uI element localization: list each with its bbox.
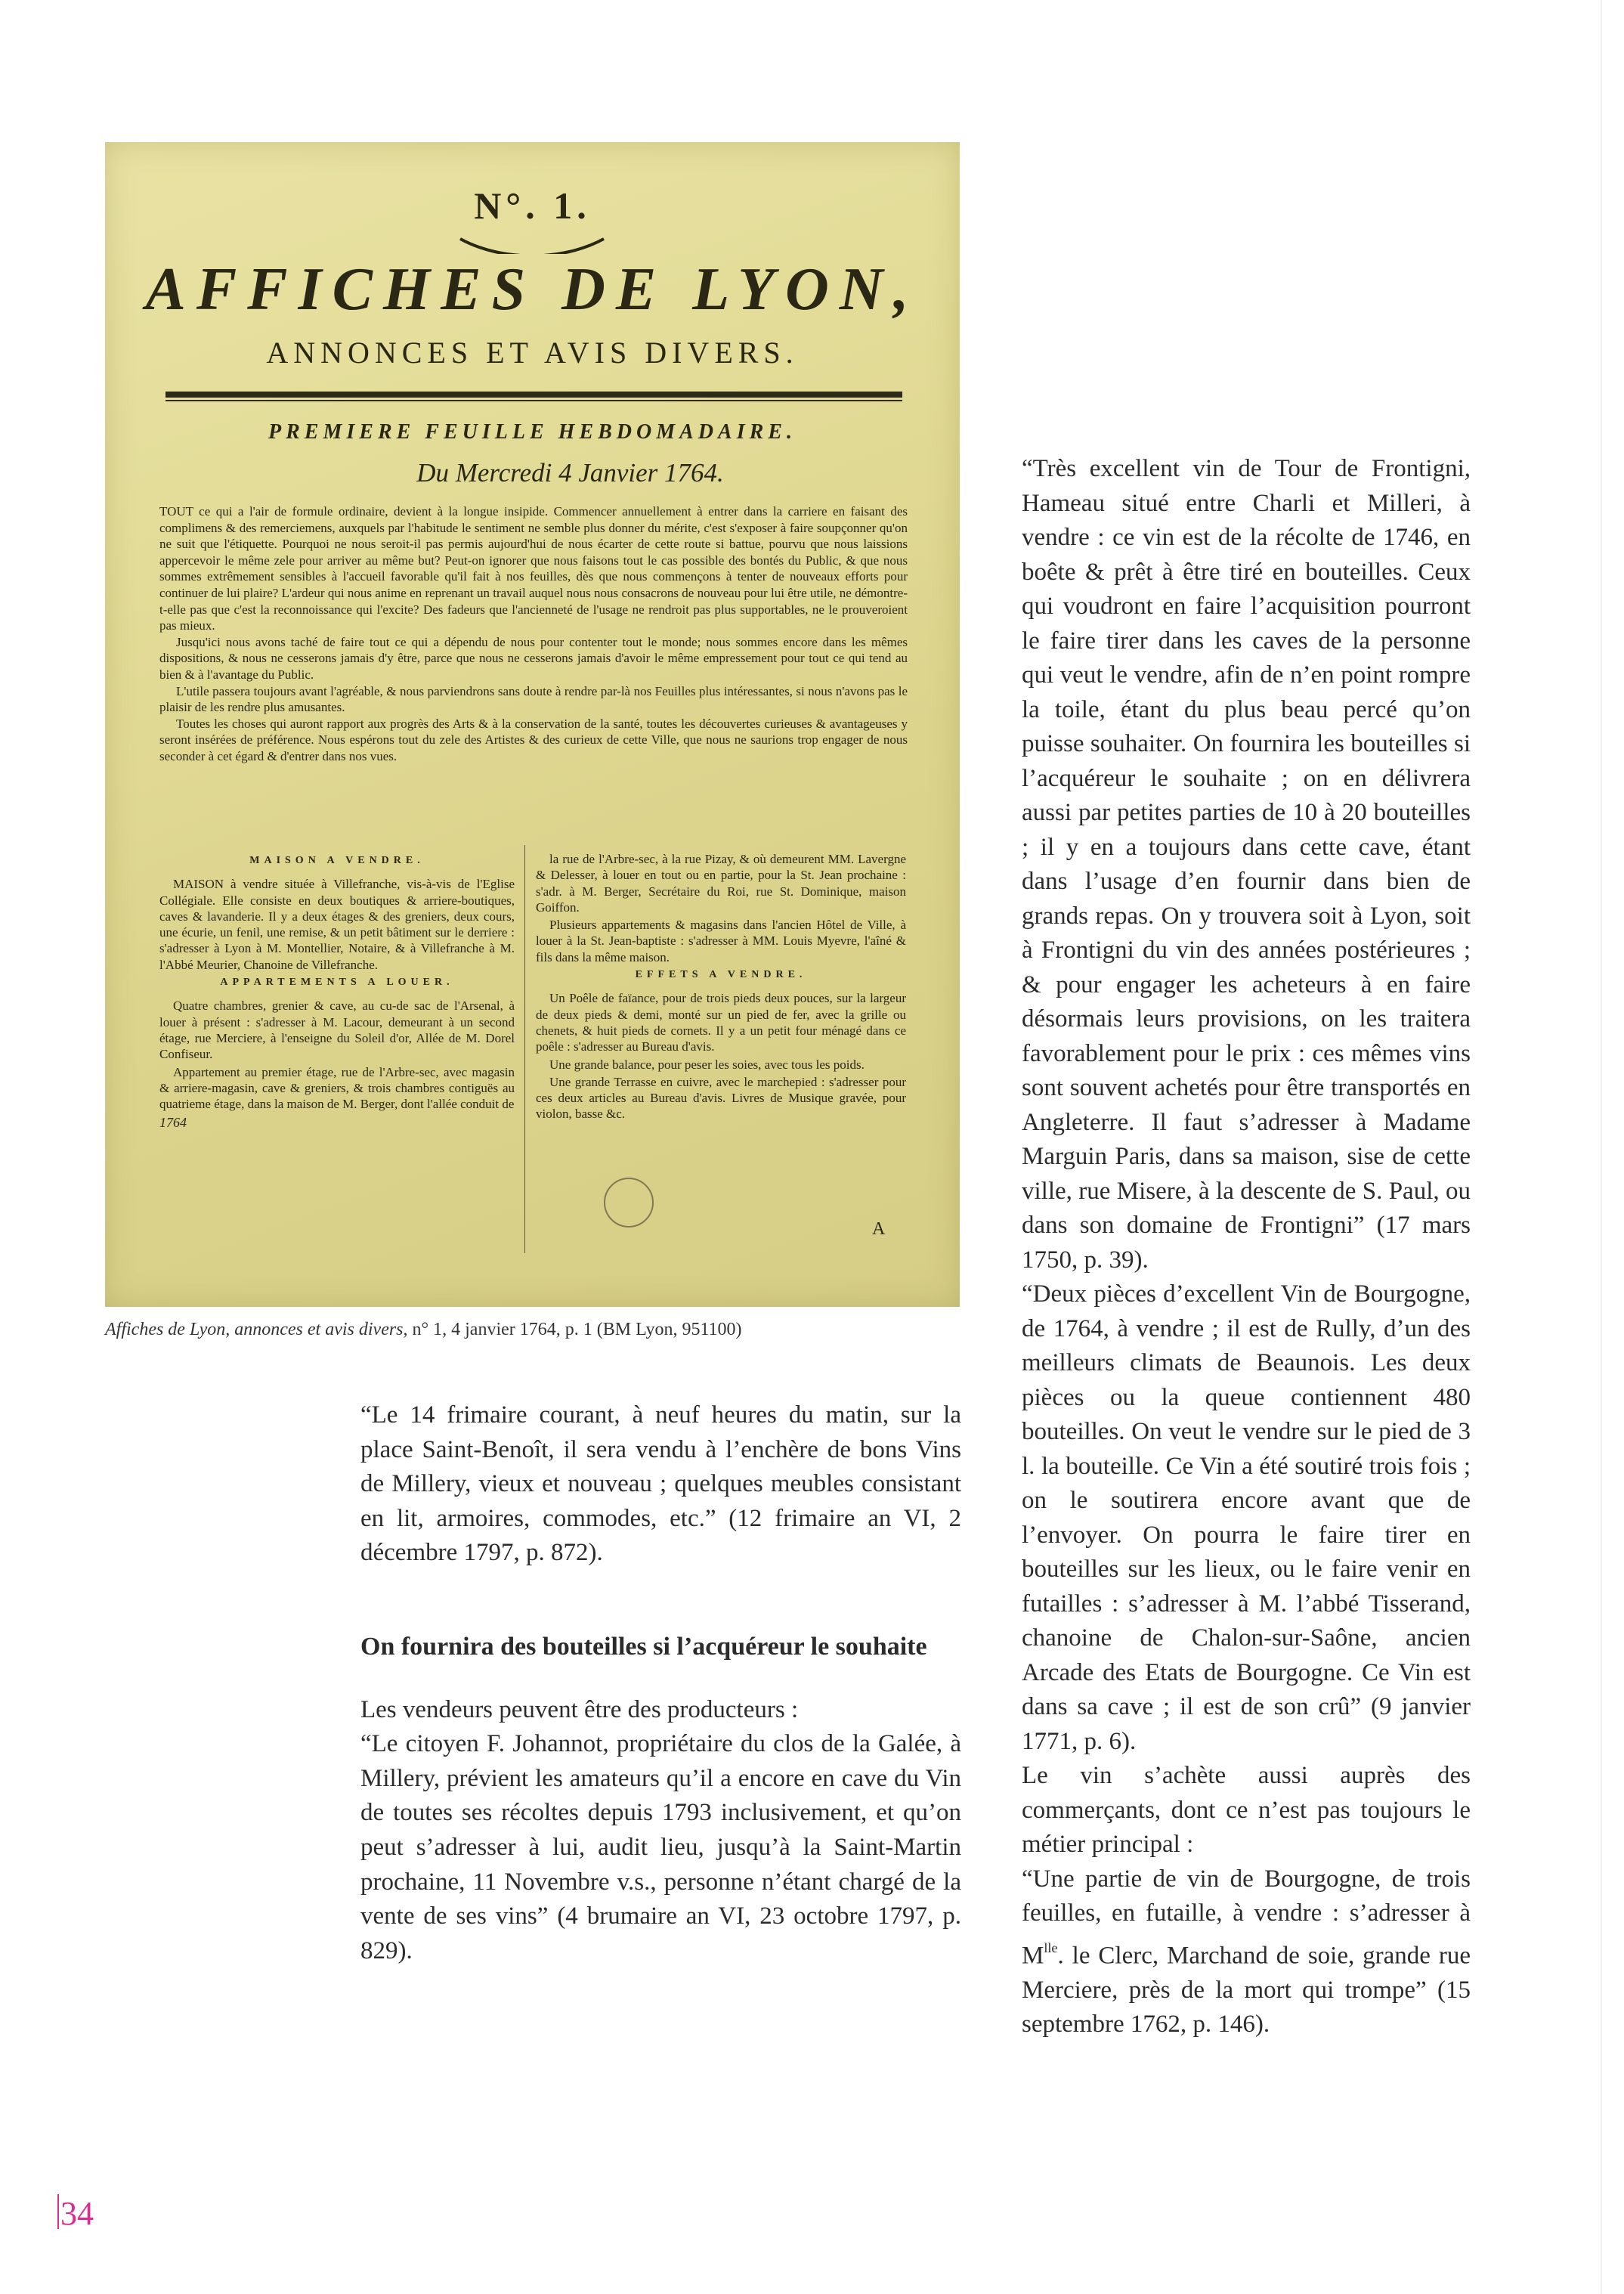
facsimile-ad-text: la rue de l'Arbre-sec, à la rue Pizay, & où demeurent MM. Lavergne & Delesser, à louer en tout ou en partie, pour la St. Jean prochaine : s'adr. à M. Berger, Secrétaire du Roi, rue St. Dominique, maison Goiffon. — [536, 852, 906, 915]
facsimile-heading-maison: MAISON A VENDRE. — [249, 855, 425, 866]
facsimile-weekly-heading: PREMIERE FEUILLE HEBDOMADAIRE. — [268, 420, 797, 444]
facsimile-intro-paragraph: TOUT ce qui a l'air de formule ordinaire, devient à la longue insipide. Commencer annuellement à entrer dans la carriere en faisant des complimens & des remerciemens, auxquels par l'habitude le sentiment ne semble plus donner du mérite, c'est s'exposer à faire soupçonner qu'on ne suit que l'étiquette. Pourquoi ne nous seroit-il pas permis aujourd'hui de nous écarter de cette route si battue, pourvu que nous laissions appercevoir le même zele pour arriver au même but? Peut-on ignorer que nous faisons tout le cas possible des bontés du Public, & que nous sommes extrêmement sensibles à l'accueil favorable qu'il fait à nos feuilles, dès que nous commençons à tenter de nouveaux efforts pour continuer de lui plaire? L'ardeur qui nous anime en reprenant un travail auquel nous nous consacrons de nouveau pour lui être utile, ne démontre-t-elle pas que c'est la reconnoissance qui l'excite? Des fadeurs que l'ancienneté de l'usage ne rendroit pas plus supportables, ne le prouveroient pas mieux. — [159, 504, 908, 633]
caption-title: Affiches de Lyon, annonces et avis divers, — [105, 1320, 408, 1339]
commercants-paragraph: Le vin s’achète aussi auprès des commerçants, dont ce n’est pas toujours le métier principal : — [1022, 1762, 1471, 1858]
facsimile-column-rule — [524, 845, 525, 1253]
facsimile-left-column — [159, 851, 515, 1132]
figure-caption — [105, 1320, 960, 1340]
facsimile-intro-paragraph: L'utile passera toujours avant l'agréable, & nous parviendrons sans doute à rendre par-là nos Feuilles plus intéressantes, si nous n'avons pas le plaisir de les rendre plus amusantes. — [159, 683, 908, 715]
quote-saint-benoit: “Le 14 frimaire courant, à neuf heures du matin, sur la place Saint-Benoît, il sera vendu à l’enchère de bons Vins de Millery, vieux et nouveau ; quelques meubles consistant en lit, armoires, commodes, etc.” (12 frimaire an VI, 2 décembre 1797, p. 872). — [360, 1401, 961, 1567]
facsimile-ad-text: Quatre chambres, grenier & cave, au cu-de sac de l'Arsenal, à louer à présent : s'adresser à M. Lacour, demeurant à un second étage, rue Merciere, à l'enseigne du Soleil d'or, Allée de M. Dorel Confiseur. — [159, 998, 515, 1062]
quote-frontigni: “Très excellent vin de Tour de Frontigni, Hameau situé entre Charli et Milleri, à vendre : ce vin est de la récolte de 1746, en boête & prêt à être tiré en bouteilles. Ceux qui voudront en faire l’acquisition pourront le faire tirer dans les caves de la personne qui veut le vendre, afin de n’en point rompre la toile, étant du plus beau percé qu’on puisse souhaiter. On fournira les bouteilles si l’acquéreur le souhaite ; on en délivrera aussi par petites parties de 10 à 20 bouteilles ; il y en a toujours dans cette cave, étant dans l’usage d’en fournir dans bien de grands repas. On y trouvera soit à Lyon, soit à Frontigni du vin des années postérieures ; & pour engager les acheteurs à en faire désormais leurs provisions, on les traitera favorablement pour le prix : ces mêmes vins sont souvent achetés pour être transportés en Angleterre. Il faut s’adresser à Madame Marguin Paris, dans sa maison, sise de cette ville, rue Misere, à la descente de S. Paul, ou dans son domaine de Frontigni” (17 mars 1750, p. 39). — [1022, 455, 1471, 1274]
quote-bourgogne-1764: “Deux pièces d’excellent Vin de Bourgogne, de 1764, à vendre ; il est de Rully, d’un des meilleurs climats de Beaunois. Les deux pièces ou la queue contiennent 480 bouteilles. On veut le vendre sur le pied de 3 l. la bouteille. Ce Vin a été soutiré trois fois ; on le soutirera encore avant que de l’envoyer. On pourra le faire tirer en bouteilles sur les lieux, ou le faire venir en futailles : s’adresser à M. l’abbé Tisserand, chanoine de Chalon-sur-Saône, ancien Arcade des Etats de Bourgogne. Ce Vin est dans sa cave ; il est de son crû” (9 janvier 1771, p. 6). — [1022, 1280, 1471, 1755]
quote-part: . le Clerc, Marchand de soie, grande rue Merciere, près de la mort qui trompe” (15 septembre 1762, p. 146). — [1022, 1942, 1471, 2039]
facsimile-date: Du Mercredi 4 Janvier 1764. — [416, 458, 724, 488]
facsimile-ad-text: Une grande Terrasse en cuivre, avec le marchepied : s'adresser pour ces deux articles au Bureau d'avis. Livres de Musique gravée, pour violon, basse &c. — [536, 1074, 906, 1122]
page-edge-rule — [1601, 0, 1602, 2294]
facsimile-year: 1764 — [159, 1115, 187, 1131]
facsimile-intro-paragraph: Toutes les choses qui auront rapport aux progrès des Arts & à la conservation de la santé, toutes les découvertes curieuses & avantageuses y seront insérées de préférence. Nous espérons tout du zele des Artistes & des curieux de cette Ville, que nous ne saurions trop engager de nous seconder à cet égard & d'entrer dans nos vues. — [159, 716, 908, 763]
facsimile-subtitle: ANNONCES ET AVIS DIVERS. — [266, 336, 799, 370]
facsimile-right-column — [536, 851, 906, 1124]
quote-bourgogne-1762 — [1022, 1862, 1471, 2042]
quote-johannot: “Le citoyen F. Johannot, propriétaire du clos de la Galée, à Millery, prévient les amateurs qu’il a encore en cave du Vin de toutes ses récoltes depuis 1793 inclusivement, et qu’on peut s’adresser à lui, audit lieu, jusqu’à la Saint-Martin prochaine, 11 Novembre v.s., personne n’étant chargé de la vente de ses vins” (4 brumaire an VI, 23 octobre 1797, p. 829). — [360, 1730, 961, 1964]
quote-part: “Une partie de vin de Bourgogne, de trois feuilles, en futaille, à vendre : s’adresser à M — [1022, 1865, 1471, 1970]
facsimile-ad-text: MAISON à vendre située à Villefranche, vis-à-vis de l'Eglise Collégiale. Elle consiste en deux boutiques & arriere-boutiques, caves & lavanderie. Il y a deux étages & des greniers, deux cours, une écurie, un fenil, une remise, & un petit bâtiment sur le derriere : s'adresser à Lyon à M. Montellier, Notaire, & à Villefranche à M. l'Abbé Meurier, Chanoine de Villefranche. — [159, 877, 515, 972]
newspaper-facsimile — [105, 142, 960, 1307]
facsimile-thick-rule — [165, 392, 902, 398]
caption-reference: n° 1, 4 janvier 1764, p. 1 (BM Lyon, 951100) — [407, 1320, 742, 1339]
facsimile-signature-mark: A — [872, 1219, 886, 1239]
facsimile-heading-effets: EFFETS A VENDRE. — [635, 969, 807, 981]
page-number — [57, 2194, 94, 2233]
facsimile-ad-text: Appartement au premier étage, rue de l'Arbre-sec, avec magasin & arriere-magasin, cave & greniers, & trois chambres contiguës au quatrieme étage, dans la maison de M. Berger, dont l'allée conduit de — [159, 1064, 515, 1112]
right-text-column — [1022, 452, 1471, 2042]
facsimile-intro — [159, 503, 908, 765]
intro-paragraph: Les vendeurs peuvent être des producteurs : — [360, 1695, 799, 1723]
facsimile-ad-text: Une grande balance, pour peser les soies, avec tous les poids. — [549, 1057, 865, 1072]
facsimile-number: N°. 1. — [474, 184, 591, 227]
section-heading: On fournira des bouteilles si l’acquéreur le souhaite — [360, 1632, 927, 1661]
page-number-bar — [57, 2194, 59, 2229]
quote-superscript: lle — [1044, 1940, 1058, 1955]
facsimile-ad-text: Un Poêle de faïance, pour de trois pieds deux pouces, sur la largeur de deux pieds & demi, monté sur un pied de fer, avec la grille ou chenets, & huit pieds de cornets. Il y a un petit four ménagé dans ce poêle : s'adresser au Bureau d'avis. — [536, 991, 906, 1054]
facsimile-ad-text: Plusieurs appartements & magasins dans l'ancien Hôtel de Ville, à louer à la St. Jean-baptiste : s'adresser à MM. Louis Myevre, l'aîné & fils dans la même maison. — [536, 918, 906, 964]
library-stamp-icon — [604, 1178, 654, 1227]
facsimile-thin-rule — [165, 400, 902, 401]
facsimile-heading-appartements: APPARTEMENTS A LOUER. — [220, 977, 454, 989]
page-number-text: 34 — [60, 2195, 94, 2232]
flourish-ornament-icon — [456, 231, 608, 254]
facsimile-title: AFFICHES DE LYON, — [145, 256, 920, 323]
left-text-column — [360, 1398, 961, 1968]
facsimile-intro-paragraph: Jusqu'ici nous avons taché de faire tout ce qui a dépendu de nous pour contenter tout le monde; nous sommes encore dans les mêmes dispositions, & nous ne cesserons jamais d'y être, parce que nous ne cesserons jamais d'avoir le même empressement pour tout ce qui tend au bien & à l'avantage du Public. — [159, 634, 908, 682]
